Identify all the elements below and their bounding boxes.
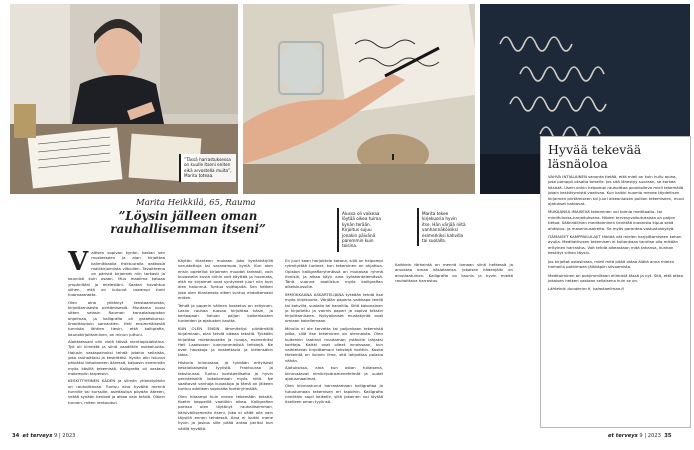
issue-left: 9 | 2023 bbox=[53, 433, 76, 439]
sidebar-paragraph: MUKAANSA IMAISEVA tekeminen voi toimia meditaatio- tai mindfulness-harjoituksena. Niiden tervesyvaikutuksista on paljon tietoa. Säännöllinen meditoiminen lievittää kroonista kipua sekä ahdistus- ja masennusoireita. Se myös parantaa vastustuskykyä. bbox=[548, 209, 676, 231]
photo-caption bbox=[393, 154, 455, 160]
paragraph: Olen kiinnostunut harrastamaan kalligrafiaa ja tutustumaan tekemisen eri tapoihin. Kalligrafia nimittäin sopii kaikelle, sillä jokainen voi löytää itselleen oman tyylinsä. bbox=[285, 383, 383, 405]
dropcap: V bbox=[68, 247, 89, 277]
magazine-brand-right: et terveys bbox=[608, 433, 638, 439]
article-column-1 bbox=[68, 247, 165, 407]
paragraph: IMMOKKAANA ASKARTELIJANA tykkään tehdä itse myös kirjekuoria. Värjään paperia vaikkapa teellä tai kahvilla, suolalla tai kanelilla. Siitä kokonainen jo kirjoitettu ja valmis paperi ja sopiva tekstin kirjoittamiseen. Nykyaikaiset mustekynät ovat omiaan kokeilemaan. bbox=[285, 291, 383, 324]
footer-left bbox=[12, 433, 76, 439]
sidebar-credit: Lähteinä: duodecim.fi, kalastaelimaa.fi bbox=[548, 286, 624, 292]
issue-right: 9 | 2023 bbox=[639, 433, 661, 439]
photo-hand-illustration bbox=[243, 4, 475, 194]
caption-mid-right: Marita tekee kirjekuoria hyvin itse. Hän värjää niitä vanhannäköisiksi esimerkiksi kahvilla tai suolalla. bbox=[418, 208, 470, 246]
article-headline: ”Löysin jälleen oman rauhallisemman itseni” bbox=[110, 209, 266, 236]
caption-mid-left: Alussa oli vaikeaa löytää oikea tuima kynän terään. Kirjoitus sujuu jonakin päivänä paremmin kuin toisina. bbox=[338, 208, 386, 252]
sidebar-body bbox=[548, 174, 684, 292]
sidebar-paragraph: Meditoiminen on pohjimmiltaan ellimistä tässä ja nyt. Sitä, että ottaa jokaisen hetken vastaan sellaisena kuin se on. bbox=[548, 272, 683, 283]
paragraph: Tehdä ja paperin välinen kosketus on erityinen. Lasiin rauhaa tuovaa kirjoittaa käsin, ja kertaajaan haluan paljon kaikenlaisten tunteiden ja ajatusten kautta. bbox=[178, 302, 273, 324]
article-column-2 bbox=[178, 258, 273, 433]
photo-hand-with-pen bbox=[243, 4, 475, 194]
sidebar-title: Hyvää tekevää läsnäoloa bbox=[548, 142, 642, 171]
paragraph: KUN OLEN ENSIN lämmitellyt piirtämällä kirjaimiaan, alan tehdä oikeaa tekstiä. Tykkään kirjoittaa mietelauseita ja runoja, esimerkiksi Heli Laaksosen luonnonmielisiä tekstejä. Ne ovat hauskoja ja koskettavia ja kielensäkin takia. bbox=[178, 325, 273, 358]
page-number-right: 35 bbox=[664, 433, 672, 439]
paragraph: Kaikkein tärkeintä on mennä lomaan siinä hetkessä ja arvostaa omaa käsialaansa. Jokaisen kädenjälki on ainutlaatuinen. Kalligrafia on kaunis ja hyvin mieltä rauhoittava harrastus. bbox=[395, 262, 513, 283]
sidebar-paragraph: ITÄMAISET KAMPPAILULAJIT tähtää vät mielen harjoittamiseen kehon avulla. Meditatiivisen tekemisen ei kuitenkaan tarvitse olla mikään erityinen harrastus. Voit tehdä oikeastaan mitä tahansa, kunhan keskityt siihen täysin. bbox=[548, 234, 682, 256]
sidebar-paragraph: VAHVA INTIALAINEN sanonta tietää, että mieli on kuin hullu apina, joka pomppii oksalta toiselle. Jos sitä lähestyy suoraan, se karkaa käsistä. Usein onkin helpompi rauhoittaa poukkoileva mieli tekemällä jotain keskittymistä vaativaa. Kun kaikki huomio menee täydellisen kirjaimen piirtämiseen tai juuri oikeanlaisen pollion tekemiseen, muut ajatukset katoavat. bbox=[548, 174, 685, 207]
footer-right bbox=[608, 433, 672, 439]
photo-caption: ”Tässä harrastuksessa on kuulle itseni eniten eikä arvostella muita”, Marita toteaa. bbox=[180, 154, 236, 182]
paragraph: Aloittaessani olin vielä töissä vientiopisialistina. Työ oli kiireistä ja siinä vaadittiin nokkeluutta. Halusin vastapainoksi tehdä jotakin sellaista, joka rauhoittaisi ja keskittäisi. Kynän olin istunut päiväksi tietokoneen ääressä, kalpasin enemmän myös käsillä tekemistä. Kalligrafia oli vastaus molempiin tarpeisiin. bbox=[68, 339, 165, 376]
paragraph: Minulla ei ole tarvetta tai paljonkaan tekemistä jotka, sillä itse tekeminen on olennaista. Olen kuitenkin laatinut muutaman ystäville lahjaksi kortteja. Kaikki ovat olleet innoissaan, kun vaihtelevat kirjoittamani tekstejä korttiin. Koska tärkeintä on iloinen ilme, sitä lahjoittaa palasia vähän. bbox=[285, 325, 383, 363]
paragraph: KESKITTYMINEN KÄDEN ja silmän yhteistyöhön on rauhoittavaa. Tuntuu aina hyvältä mennä tunnille tai kurssille, asettautua pöydän ääreen, vetää syvään henkeä ja alkaa vain tehdä. Olkein tunnen, miten rentoudun. bbox=[68, 378, 165, 405]
page-number-left: 34 bbox=[12, 433, 20, 439]
paragraph: Olen aina ykkäinyt tekstaamisesta, kirjoittamisesta piirtämisestä. Muutama vuosi sitten selasin Rauman kansalaisopiston ohjelmaa, ja kalligrafia oli graafiskurssi. Ilmoittauduin samantien. Heti ensimmäisestä tunnista lähtien tiesin, että kalligrafia, kaunokirjoittaminen, on minun juttuni. bbox=[68, 299, 165, 337]
paragraph: Olen hitaampi kuin ennen tekemään tekstiä. Koetin keppeillä vaatiikin aikaa. Kalligrafian parissa olen löytänyt rauhallisemman, kärsivällisemmän itseni, joka ei vältä olla vain täysillä ennen tehdessä. Aina ei kaikki mene hyvin ja joskus sille pitää antaa periksi kun välillä hyvältä. bbox=[178, 393, 273, 431]
paragraph: Historia kiinnostaa, ja tykkään erityisesti keskiaikaisesta tyylistä. Fraktuuraa ja tekstuuraa. Tuntuu koristeelliselta ja hyvin perinteisellä kokeilemaan myös niitä. Ne saattavat vanhoja kuvastoja ja tämä on jälkeen tuntuu edelleen sopivalta fonttiryhmältä. bbox=[178, 359, 273, 392]
sidebar-paragraph: Jos kirjoitat ostoslistaa, mieti mitä pitää ostaa äläkä anna mielen harhailla pohtimaan jälkkäpiin silvoamista. bbox=[548, 258, 675, 270]
magazine-brand-left: et terveys bbox=[22, 433, 53, 439]
photo-marita-writing bbox=[10, 4, 238, 194]
paragraph: Ajatuksissa, aina kun ostan tuliaisena, kiinnostavat nimikirjoitusmenetelmät ja uudet ajatusmaailmat. bbox=[285, 365, 383, 381]
paragraph: altisen sopivan kynän, kastan sen musteeseen ja alan kirjoittaa kalimikkaalla fraktuuralla aakkosia mallikirjaimista vilkuillen. Tavoitteena on päristä kirjaimet niin tarkasti ja kauniisti kuin osaan. Muu maailma katoaa ympäriltäni ja mielestäni. Saatan havahtua siihen, että on kulunut useampi tunti huomaamatta. bbox=[68, 250, 165, 298]
paragraph: En juuri kaan harjoittele kotona, sillä on helpompi rytmityttää tunteet, kun tekeminen on ohjattua. Opiston kalligrafiaryhmässä on mukavaa ryhmä ihmisiä, ja aikaa käyn aina työskentelemässä. Tänä vuonna osallistun myös kalligrafian alkeiskurssille. bbox=[285, 258, 383, 290]
article-column-4 bbox=[395, 262, 513, 285]
article-column-3 bbox=[285, 258, 383, 407]
sidebar-box bbox=[540, 136, 691, 428]
article-byline: Marita Heikkilä, 65, Rauma bbox=[136, 198, 256, 208]
paragraph: Käytän tilanteen mukaan joko kynänkärjillä varustettuja tai varavampia kyniä. Kun olen ensin opetellut kirjaimen muodot tarkasti, voin kuvastella kuvia niihin voit käyttää ja huomata, että ne kirjaimet ovat syntyneet juuri niin kuin olen halunnut. Tuntuu voittajalta. Sen hetken joka olen tilanteesta eläen tuntuu ehdottomasti eniten. bbox=[178, 258, 273, 301]
